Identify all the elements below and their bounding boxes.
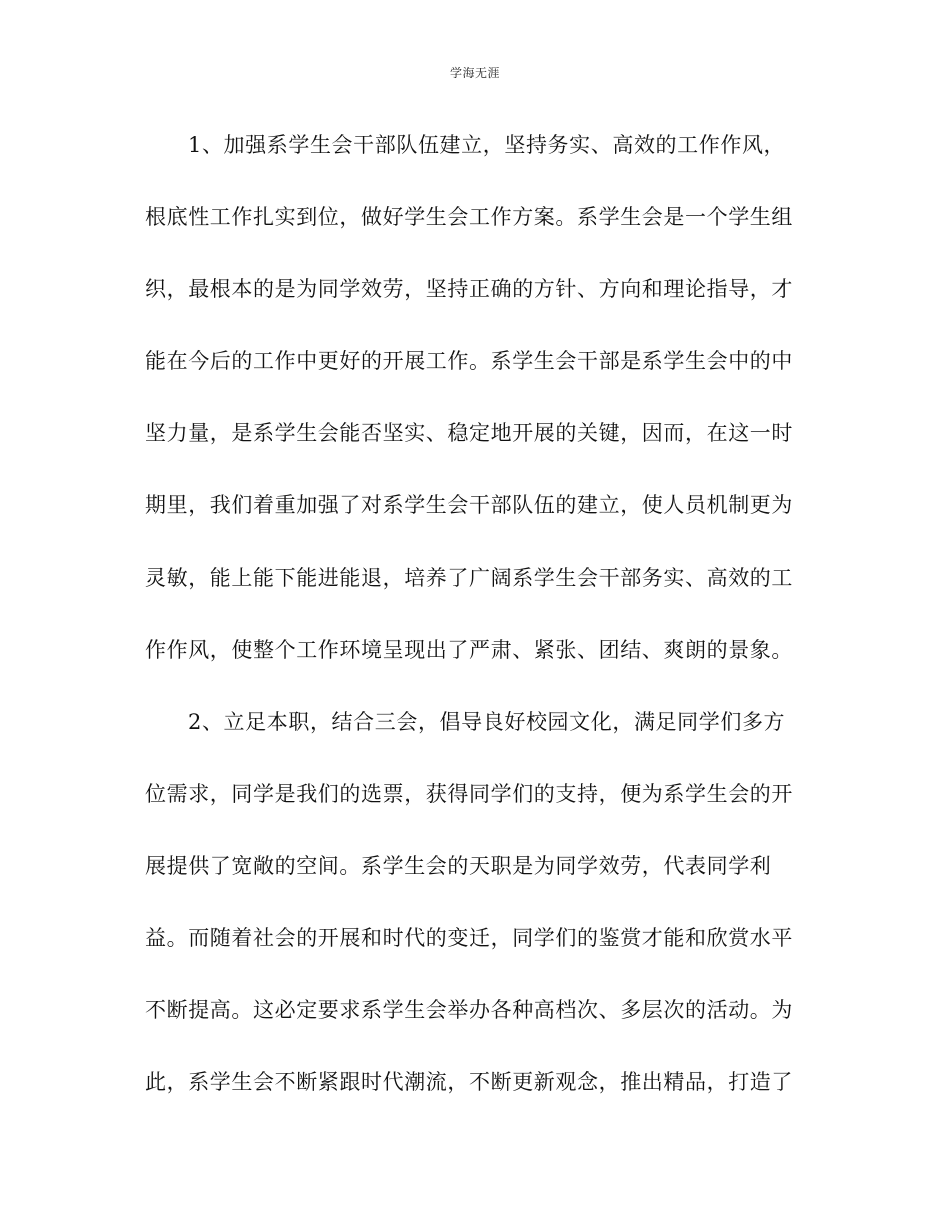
paragraph-1-line-6: 期里，我们着重加强了对系学生会干部队伍的建立，使人员机制更为 — [145, 493, 793, 517]
paragraph-2-line-5: 不断提高。这必定要求系学生会举办各种高档次、多层次的活动。为 — [145, 998, 793, 1022]
paragraph-2-line-1: 2、立足本职，结合三会，倡导良好校园文化，满足同学们多方 — [188, 710, 786, 734]
paragraph-1-line-5: 坚力量，是系学生会能否坚实、稳定地开展的关键，因而，在这一时 — [145, 421, 793, 445]
page-header: 学海无涯 — [449, 66, 500, 80]
paragraph-2-line-4: 益。而随着社会的开展和时代的变迁，同学们的鉴赏才能和欣赏水平 — [145, 926, 793, 950]
paragraph-1-line-7: 灵敏，能上能下能进能退，培养了广阔系学生会干部务实、高效的工 — [145, 566, 793, 590]
paragraph-2-line-3: 展提供了宽敞的空间。系学生会的天职是为同学效劳，代表同学利 — [145, 854, 772, 878]
paragraph-1-line-4: 能在今后的工作中更好的开展工作。系学生会干部是系学生会中的中 — [145, 349, 793, 373]
paragraph-1-line-8: 作作风，使整个工作环境呈现出了严肃、紧张、团结、爽朗的景象。 — [145, 638, 793, 662]
paragraph-1-line-2: 根底性工作扎实到位，做好学生会工作方案。系学生会是一个学生组 — [145, 205, 793, 229]
paragraph-2-line-6: 此，系学生会不断紧跟时代潮流，不断更新观念，推出精品，打造了 — [145, 1070, 793, 1094]
paragraph-1-line-3: 织，最根本的是为同学效劳，坚持正确的方针、方向和理论指导，才 — [145, 277, 793, 301]
paragraph-2-line-2: 位需求，同学是我们的选票，获得同学们的支持，便为系学生会的开 — [145, 782, 793, 806]
paragraph-1-line-1: 1、加强系学生会干部队伍建立，坚持务实、高效的工作作风， — [188, 133, 786, 157]
